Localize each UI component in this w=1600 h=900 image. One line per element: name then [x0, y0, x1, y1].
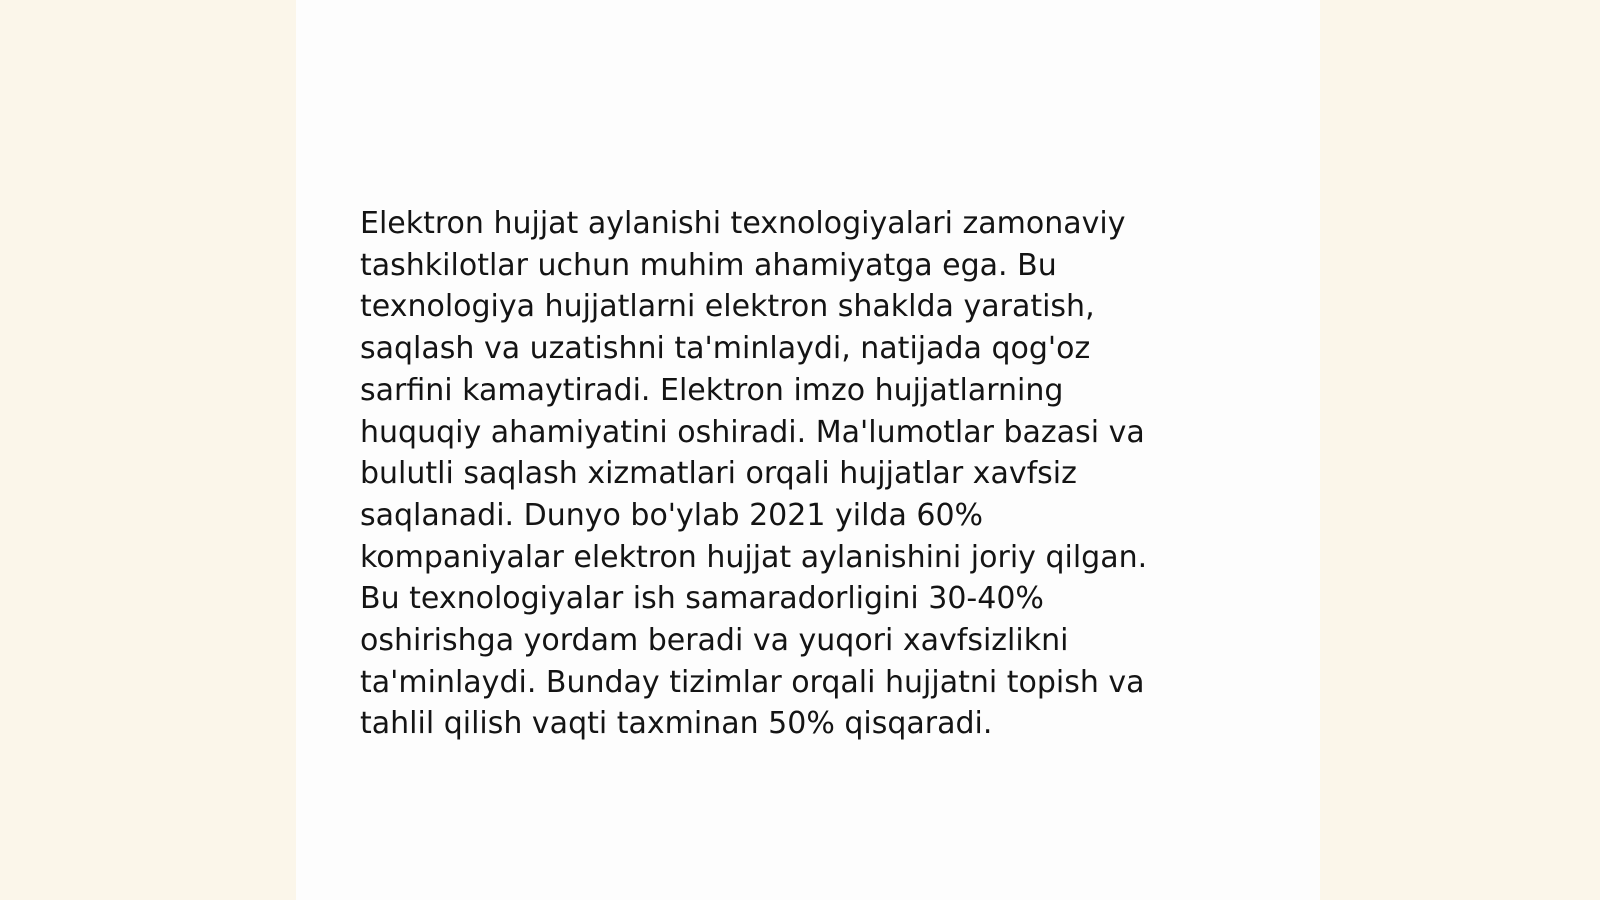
document-sheet	[296, 0, 1320, 900]
paragraph-line: huquqiy ahamiyatini oshiradi. Ma'lumotlar bazasi va	[360, 414, 1145, 450]
paragraph-line: tashkilotlar uchun muhim ahamiyatga ega. Bu	[360, 247, 1057, 283]
body-paragraph	[360, 203, 1230, 745]
paragraph-line: saqlash va uzatishni ta'minlaydi, natijada qog'oz	[360, 331, 1091, 367]
paragraph-line: Bu texnologiyalar ish samaradorligini 30-40%	[360, 581, 1044, 617]
paragraph-line: kompaniyalar elektron hujjat aylanishini joriy qilgan.	[360, 539, 1148, 575]
paragraph-line: oshirishga yordam beradi va yuqori xavfsizlikni	[360, 623, 1069, 659]
paragraph-line: saqlanadi. Dunyo bo'ylab 2021 yilda 60%	[360, 497, 984, 533]
paragraph-line: tahlil qilish vaqti taxminan 50% qisqaradi.	[360, 706, 993, 742]
paragraph-line: bulutli saqlash xizmatlari orqali hujjatlar xavfsiz	[360, 456, 1077, 492]
paragraph-line: ta'minlaydi. Bunday tizimlar orqali hujjatni topish va	[360, 664, 1145, 700]
paragraph-line: texnologiya hujjatlarni elektron shaklda yaratish,	[360, 289, 1095, 325]
paragraph-line: Elektron hujjat aylanishi texnologiyalari zamonaviy	[360, 206, 1126, 241]
paragraph-line: sarfini kamaytiradi. Elektron imzo hujjatlarning	[360, 372, 1064, 408]
